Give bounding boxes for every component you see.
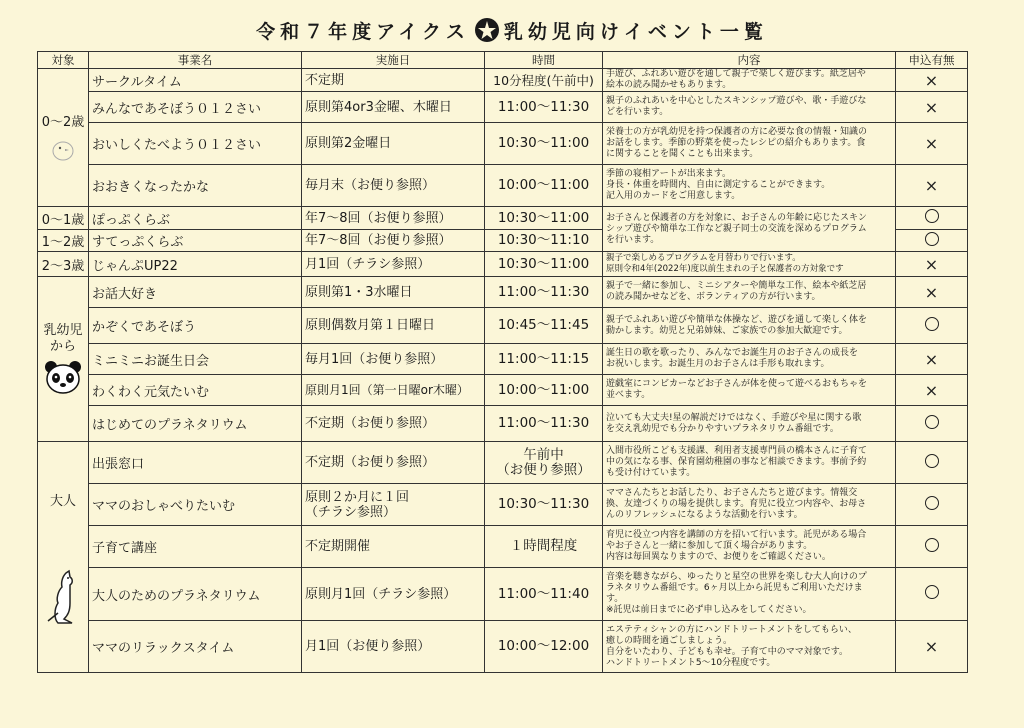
apply-mark (896, 207, 968, 230)
title-left: 令和７年度アイクス (256, 20, 470, 43)
table-row (38, 123, 968, 165)
event-time: 10:30〜11:30 (485, 484, 603, 526)
event-name: かぞくであそぼう (89, 308, 302, 344)
circle-icon (925, 209, 939, 223)
event-content: 手遊び、ふれあい遊びを通して親子で楽しく遊びます。紙芝居や 絵本の読み聞かせもあります。 (603, 69, 896, 92)
kangaroo-icon (46, 569, 80, 625)
event-date: 原則第2金曜日 (302, 123, 485, 165)
apply-mark (896, 230, 968, 252)
apply-mark (896, 308, 968, 344)
table-row (38, 406, 968, 442)
event-content: 音楽を聴きながら、ゆったりと星空の世界を楽しむ大人向けのプ ラネタリウム番組です。6ヶ月以上から託児もご利用いただけま す。 ※託児は前日までに必ず申し込みをしてください。 (603, 568, 896, 621)
header-date: 実施日 (302, 52, 485, 69)
event-date: 不定期（お便り参照） (302, 406, 485, 442)
table-row (38, 308, 968, 344)
event-date: 月1回（お便り参照） (302, 621, 485, 673)
event-content: 育児に役立つ内容を講師の方を招いて行います。託児がある場合 やお子さんと一緒に参加して頂く場合があります。 内容は毎回異なりますので、お便りをご確認ください。 (603, 526, 896, 568)
header-apply: 申込有無 (896, 52, 968, 69)
page-title (0, 14, 1024, 46)
table-row (38, 344, 968, 375)
event-date: 不定期開催 (302, 526, 485, 568)
event-content: 栄養士の方が乳幼児を持つ保護者の方に必要な食の情報・知識の お話をします。季節の野菜を使ったレシピの紹介もあります。食 に関することを聞くことも出来ます。 (603, 123, 896, 165)
event-name: サークルタイム (89, 69, 302, 92)
event-name: お話大好き (89, 277, 302, 308)
event-time: 10分程度(午前中) (485, 69, 603, 92)
star-logo-icon (474, 17, 500, 43)
event-content: 入間市役所こども支援課、利用者支援専門員の橋本さんに子育て 中の気になる事、保育園幼稚園の事など相談できます。事前予約 も受け付けています。 (603, 442, 896, 484)
apply-mark (896, 123, 968, 165)
circle-icon (925, 232, 939, 246)
event-content: エステティシャンの方にハンドトリートメントをしてもらい、 癒しの時間を過ごしましょう。 自分をいたわり、子どもも幸せ。子育て中のママ対象です。 ハンドトリートメント5〜10分程度です。 (603, 621, 896, 673)
event-name: はじめてのプラネタリウム (89, 406, 302, 442)
event-name: わくわく元気たいむ (89, 375, 302, 406)
table-row (38, 277, 968, 308)
panda-icon (43, 359, 83, 395)
event-name: ぽっぷくらぶ (89, 207, 302, 230)
event-date: 原則月1回（チラシ参照） (302, 568, 485, 621)
target-group-0-1: 0〜1歳 (38, 207, 89, 230)
event-date: 月1回（チラシ参照） (302, 252, 485, 277)
event-name: 大人のためのプラネタリウム (89, 568, 302, 621)
event-content: 泣いても大丈夫!星の解説だけではなく、手遊びや星に関する歌 を交え乳幼児でも分かりやすいプラネタリウム番組です。 (603, 406, 896, 442)
target-group-2-3: 2〜3歳 (38, 252, 89, 277)
event-time: 10:30〜11:00 (485, 207, 603, 230)
apply-mark (896, 344, 968, 375)
event-name: ママのおしゃべりたいむ (89, 484, 302, 526)
apply-mark (896, 165, 968, 207)
event-name: ママのリラックスタイム (89, 621, 302, 673)
event-date: 毎月末（お便り参照） (302, 165, 485, 207)
event-date: 原則第4or3金曜、木曜日 (302, 92, 485, 123)
event-date: 年7〜8回（お便り参照） (302, 207, 485, 230)
event-time: 11:00〜11:40 (485, 568, 603, 621)
circle-icon (925, 415, 939, 429)
apply-mark (896, 252, 968, 277)
event-name: おおきくなったかな (89, 165, 302, 207)
event-content: 親子で楽しめるプログラムを月替わりで行います。 原則令和4年(2022年)度以前生まれの子と保護者の方対象です (603, 252, 896, 277)
event-content: 遊戯室にコンビカーなどお子さんが体を使って遊べるおもちゃを 並べます。 (603, 375, 896, 406)
apply-value: × (924, 637, 939, 656)
event-name: 子育て講座 (89, 526, 302, 568)
event-time: １時間程度 (485, 526, 603, 568)
table-row (38, 484, 968, 526)
table-row (38, 526, 968, 568)
table-row (38, 165, 968, 207)
event-table (37, 51, 968, 673)
event-time: 10:30〜11:10 (485, 230, 603, 252)
apply-value: × (924, 97, 939, 117)
title-right: 乳幼児向けイベント一覧 (503, 20, 768, 43)
target-label: 乳幼児 から (43, 323, 83, 354)
table-row (38, 69, 968, 92)
apply-mark (896, 406, 968, 442)
event-time: 10:30〜11:00 (485, 252, 603, 277)
event-date: 毎月1回（お便り参照） (302, 344, 485, 375)
event-time: 10:30〜11:00 (485, 123, 603, 165)
event-time: 午前中 （お便り参照） (485, 442, 603, 484)
event-content: 親子のふれあいを中心としたスキンシップ遊びや、歌・手遊びな どを行います。 (603, 92, 896, 123)
apply-value: × (924, 282, 939, 302)
header-content: 内容 (603, 52, 896, 69)
table-row (38, 375, 968, 406)
table-row (38, 92, 968, 123)
apply-value: × (924, 134, 939, 153)
event-name: じゃんぷUP22 (89, 252, 302, 277)
event-content: ママさんたちとお話したり、お子さんたちと遊びます。情報交 換、友達づくりの場を提供します。育児に役立つ内容や、お母さ んのリフレッシュになるような活動を行います。 (603, 484, 896, 526)
event-content: 親子でふれあい遊びや簡単な体操など、遊びを通して楽しく体を 動かします。幼児と兄弟姉妹、ご家族での参加大歓迎です。 (603, 308, 896, 344)
apply-value: × (924, 176, 939, 195)
event-time: 11:00〜11:30 (485, 92, 603, 123)
event-name: ミニミニお誕生日会 (89, 344, 302, 375)
event-content: お子さんと保護者の方を対象に、お子さんの年齢に応じたスキン シップ遊びや簡単な工作など親子同士の交流を深めるプログラム を行います。 (603, 207, 896, 252)
apply-value: × (924, 254, 939, 274)
event-name: みんなであそぼう０１２さい (89, 92, 302, 123)
event-content: 親子で一緒に参加し、ミニシアターや簡単な工作、絵本や紙芝居 の読み聞かせなどを、ボランティアの方が行います。 (603, 277, 896, 308)
header-time: 時間 (485, 52, 603, 69)
target-label: 大人 (49, 493, 76, 509)
table-row (38, 207, 968, 230)
event-time: 10:45〜11:45 (485, 308, 603, 344)
event-content: 誕生日の歌を歌ったり、みんなでお誕生月のお子さんの成長を お祝いします。お誕生月のお子さんは手形も取れます。 (603, 344, 896, 375)
apply-mark (896, 621, 968, 673)
event-name: すてっぷくらぶ (89, 230, 302, 252)
event-date: 原則偶数月第１日曜日 (302, 308, 485, 344)
event-time: 11:00〜11:30 (485, 406, 603, 442)
event-content: 季節の寝相アートが出来ます。 身長・体重を時間内、自由に測定することができます。 記入用のカードをご用意します。 (603, 165, 896, 207)
event-date: 原則第1・3水曜日 (302, 277, 485, 308)
event-name: 出張窓口 (89, 442, 302, 484)
apply-mark (896, 442, 968, 484)
target-group-1-2: 1〜2歳 (38, 230, 89, 252)
event-date: 原則２か月に１回 （チラシ参照） (302, 484, 485, 526)
circle-icon (925, 454, 939, 468)
header-row (38, 52, 968, 69)
event-time: 10:00〜12:00 (485, 621, 603, 673)
table-row (38, 442, 968, 484)
header-name: 事業名 (89, 52, 302, 69)
circle-icon (925, 585, 939, 599)
event-time: 10:00〜11:00 (485, 165, 603, 207)
event-time: 11:00〜11:15 (485, 344, 603, 375)
apply-mark (896, 375, 968, 406)
apply-value: × (924, 70, 939, 90)
circle-icon (925, 496, 939, 510)
event-date: 不定期 (302, 69, 485, 92)
header-target: 対象 (38, 52, 89, 69)
apply-value: × (924, 380, 939, 400)
event-date: 不定期（お便り参照） (302, 442, 485, 484)
apply-mark (896, 568, 968, 621)
chick-icon (48, 134, 78, 164)
apply-mark (896, 92, 968, 123)
target-group-infants (38, 277, 89, 442)
apply-mark (896, 526, 968, 568)
event-time: 10:00〜11:00 (485, 375, 603, 406)
apply-mark (896, 277, 968, 308)
circle-icon (925, 317, 939, 331)
table-row (38, 621, 968, 673)
event-name: おいしくたべよう０１２さい (89, 123, 302, 165)
target-label: 0〜2歳 (41, 115, 85, 130)
apply-mark (896, 484, 968, 526)
apply-value: × (924, 349, 939, 369)
event-date: 年7〜8回（お便り参照） (302, 230, 485, 252)
table-row (38, 252, 968, 277)
target-group-0-2 (38, 69, 89, 207)
table-row (38, 568, 968, 621)
target-group-adults (38, 442, 89, 673)
circle-icon (925, 538, 939, 552)
apply-mark (896, 69, 968, 92)
event-date: 原則月1回（第一日曜or木曜） (302, 375, 485, 406)
event-time: 11:00〜11:30 (485, 277, 603, 308)
